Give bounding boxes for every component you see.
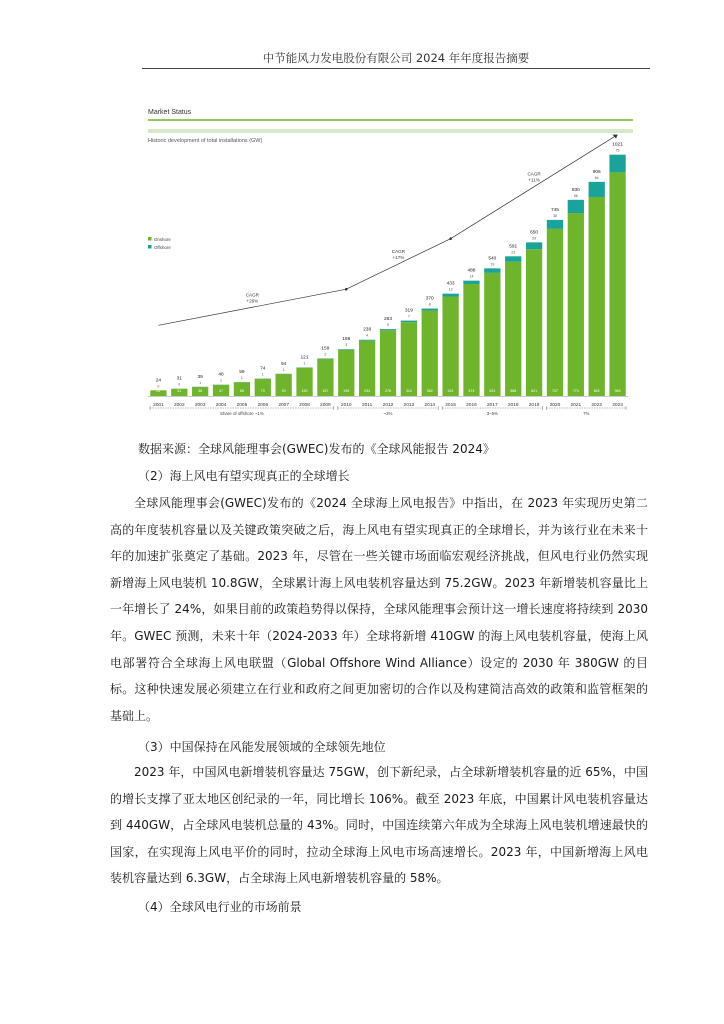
installations-chart-figure bbox=[138, 96, 646, 426]
x-tick-label: 2017 bbox=[487, 403, 498, 408]
share-label: Share of offshore ~1% bbox=[220, 411, 264, 416]
bar-offshore bbox=[401, 321, 417, 323]
x-tick-label: 2003 bbox=[194, 403, 206, 408]
bar-offshore bbox=[463, 281, 479, 284]
offshore-value-label: 1 bbox=[240, 376, 243, 381]
bar-onshore bbox=[484, 273, 500, 396]
share-label: 3–5% bbox=[486, 411, 498, 416]
x-tick-label: 2014 bbox=[424, 403, 436, 408]
bar-onshore bbox=[401, 322, 417, 396]
total-value-label: 159 bbox=[321, 346, 330, 352]
x-tick-label: 2011 bbox=[361, 403, 373, 408]
bar-offshore bbox=[442, 294, 458, 297]
x-tick-label: 2022 bbox=[591, 403, 603, 408]
total-value-label: 31 bbox=[176, 376, 182, 382]
total-value-label: 830 bbox=[571, 187, 580, 193]
total-value-label: 74 bbox=[260, 366, 266, 372]
total-value-label: 650 bbox=[530, 230, 539, 236]
onshore-value-label: 157 bbox=[322, 389, 329, 393]
total-value-label: 238 bbox=[363, 327, 372, 333]
offshore-value-label: 0 bbox=[178, 382, 181, 387]
onshore-value-label: 31 bbox=[177, 389, 182, 393]
onshore-value-label: 707 bbox=[551, 389, 558, 393]
cagr-label: CAGR bbox=[527, 171, 541, 177]
bar-onshore bbox=[442, 296, 458, 396]
total-value-label: 94 bbox=[280, 361, 287, 367]
offshore-value-label: 1 bbox=[261, 372, 264, 377]
bar-offshore bbox=[568, 200, 584, 213]
bar-onshore bbox=[359, 341, 375, 396]
offshore-value-label: 8 bbox=[428, 302, 431, 307]
offshore-value-label: 19 bbox=[490, 262, 495, 267]
offshore-value-label: 23 bbox=[511, 250, 516, 255]
onshore-value-label: 58 bbox=[239, 389, 244, 393]
onshore-value-label: 842 bbox=[593, 389, 600, 393]
offshore-value-label: 4 bbox=[366, 333, 369, 338]
total-value-label: 24 bbox=[155, 378, 162, 384]
bar-offshore bbox=[359, 340, 375, 341]
x-tick-label: 2004 bbox=[215, 403, 227, 408]
onshore-value-label: 774 bbox=[572, 389, 579, 393]
x-tick-label: 2010 bbox=[340, 403, 352, 408]
bar-onshore bbox=[568, 213, 584, 396]
offshore-value-label: 38 bbox=[552, 213, 557, 218]
share-label: 7% bbox=[583, 411, 590, 416]
onshore-value-label: 312 bbox=[405, 389, 412, 393]
x-tick-label: 2005 bbox=[236, 403, 248, 408]
onshore-value-label: 278 bbox=[385, 389, 391, 393]
legend-swatch-onshore bbox=[148, 237, 152, 241]
onshore-value-label: 47 bbox=[219, 389, 224, 393]
cagr-label: CAGR bbox=[245, 292, 259, 298]
cagr-node bbox=[449, 237, 452, 240]
share-label: ~2% bbox=[383, 411, 393, 416]
offshore-value-label: 3 bbox=[345, 343, 348, 348]
offshore-value-label: 1 bbox=[282, 367, 285, 372]
bar-onshore bbox=[505, 262, 521, 396]
section-paragraph-2: 全球风能理事会(GWEC)发布的《2024 全球海上风电报告》中指出，在 2023 年实现历史第二高的年度装机容量以及关键政策突破之后，海上风电有望实现真正的全球增长，并为该行业在未来十年的加速扩张奠定了基础。2023 年，尽管在一些关键市场面临宏观经济挑战，但风电行业仍然实现新增海上风电装机 10.8GW，全球累计海上风电装机容量达到 75.2GW。2023 年新增装机容量比上一年增长了 24%，如果目前的政策趋势得以保持，全球风能理事会预计这一增长速度将持续到 2030 年。GWEC 预测，未来十年（2024-2033 年）全球将新增 410GW 的海上风电装机容量，使海上风电部署符合全球海上风电联盟（Global Offshore Wind Alliance）设定的 2030 年 380GW 的目标。这种快速发展必须建立在行业和政府之间更加密切的合作以及构建简洁高效的政策和监管框架的基础上。 bbox=[110, 496, 648, 723]
bar-onshore bbox=[422, 310, 438, 396]
offshore-value-label: 1 bbox=[199, 380, 202, 385]
bar-onshore bbox=[609, 172, 625, 396]
x-tick-label: 2009 bbox=[320, 403, 331, 408]
cagr-arrowhead bbox=[613, 135, 618, 139]
bar-onshore bbox=[380, 330, 396, 396]
total-value-label: 1021 bbox=[612, 142, 623, 148]
bar-offshore bbox=[589, 182, 605, 197]
x-tick-label: 2002 bbox=[173, 403, 185, 408]
offshore-value-label: 12 bbox=[448, 287, 453, 292]
total-value-label: 540 bbox=[488, 256, 497, 262]
cagr-value: +26% bbox=[246, 298, 259, 304]
x-tick-label: 2001 bbox=[153, 403, 164, 408]
onshore-value-label: 38 bbox=[198, 389, 203, 393]
x-tick-label: 2006 bbox=[257, 403, 269, 408]
onshore-value-label: 568 bbox=[510, 389, 517, 393]
total-value-label: 370 bbox=[425, 296, 434, 302]
bar-offshore bbox=[526, 242, 542, 249]
installations-chart bbox=[138, 96, 646, 426]
offshore-value-label: 56 bbox=[573, 193, 578, 198]
legend-label-onshore: Onshore bbox=[154, 237, 171, 242]
bar-onshore bbox=[463, 284, 479, 396]
x-tick-label: 2008 bbox=[299, 403, 310, 408]
header-divider bbox=[142, 68, 650, 69]
legend-label-offshore: Offshore bbox=[154, 245, 171, 250]
bar-onshore bbox=[526, 249, 542, 396]
total-value-label: 39 bbox=[197, 374, 203, 380]
total-value-label: 591 bbox=[509, 244, 518, 250]
total-value-label: 283 bbox=[383, 317, 393, 323]
offshore-value-label: 75 bbox=[615, 148, 620, 153]
offshore-value-label: 2 bbox=[324, 352, 327, 357]
x-tick-label: 2021 bbox=[570, 403, 582, 408]
x-tick-label: 2007 bbox=[278, 403, 289, 408]
x-tick-label: 2023 bbox=[612, 403, 623, 408]
cagr-value: +11% bbox=[528, 177, 540, 183]
onshore-value-label: 521 bbox=[489, 389, 496, 393]
x-tick-label: 2016 bbox=[466, 403, 477, 408]
section-paragraph-3: 2023 年，中国风电新增装机容量达 75GW，创下新纪录，占全球新增装机容量的近 65%，中国的增长支撑了亚太地区创纪录的一年，同比增长 106%。截至 2023 年底，中国累计风电装机容量达到 440GW，占全球风电装机总量的 43%。同时，中国连续第六年成为全球海上风电装机增速最快的国家，在实现海上风电平价的同时，拉动全球海上风电市场高速增长。2023 年，中国新增海上风电装机容量达到 6.3GW，占全球海上风电新增装机容量的 58%。 bbox=[110, 765, 648, 886]
onshore-value-label: 73 bbox=[260, 389, 265, 393]
section-heading-4: （4）全球风电行业的市场前景 bbox=[138, 900, 302, 914]
chart-subtitle: Historic development of total installations (GW) bbox=[148, 138, 263, 144]
offshore-value-label: 14 bbox=[469, 274, 474, 279]
onshore-value-label: 93 bbox=[281, 389, 286, 393]
page-header: 中节能风力发电股份有限公司 2024 年年度报告摘要 bbox=[262, 51, 530, 65]
cagr-label: CAGR bbox=[391, 248, 406, 254]
bar-offshore bbox=[484, 268, 500, 272]
bar-offshore bbox=[547, 220, 563, 229]
x-tick-label: 2012 bbox=[382, 403, 394, 408]
total-value-label: 198 bbox=[342, 337, 351, 343]
onshore-value-label: 474 bbox=[468, 389, 475, 393]
bar-onshore bbox=[255, 379, 271, 396]
total-value-label: 745 bbox=[550, 207, 559, 213]
onshore-value-label: 195 bbox=[343, 389, 350, 393]
bar-offshore bbox=[505, 256, 521, 261]
onshore-value-label: 234 bbox=[364, 389, 371, 393]
total-value-label: 48 bbox=[218, 372, 224, 378]
cagr-value: +17% bbox=[392, 254, 405, 260]
cagr-node bbox=[345, 288, 348, 291]
total-value-label: 906 bbox=[592, 169, 601, 175]
legend-swatch-offshore bbox=[148, 245, 152, 249]
section-heading-2: （2）海上风电有望实现真正的全球增长 bbox=[138, 469, 350, 483]
total-value-label: 488 bbox=[467, 268, 476, 274]
bar-offshore bbox=[422, 309, 438, 311]
bar-offshore bbox=[338, 349, 354, 350]
onshore-value-label: 946 bbox=[614, 389, 621, 393]
total-value-label: 59 bbox=[239, 370, 245, 376]
total-value-label: 433 bbox=[446, 281, 455, 287]
x-tick-label: 2020 bbox=[549, 403, 561, 408]
offshore-value-label: 64 bbox=[594, 175, 599, 180]
x-tick-label: 2018 bbox=[507, 403, 519, 408]
total-value-label: 121 bbox=[300, 355, 309, 361]
offshore-value-label: 29 bbox=[532, 236, 537, 241]
onshore-value-label: 120 bbox=[301, 389, 308, 393]
subtitle-band bbox=[148, 129, 633, 133]
onshore-value-label: 24 bbox=[156, 389, 161, 393]
x-tick-label: 2013 bbox=[403, 403, 415, 408]
offshore-value-label: 1 bbox=[220, 378, 223, 383]
offshore-value-label: 1 bbox=[303, 361, 306, 366]
onshore-value-label: 362 bbox=[426, 389, 433, 393]
x-tick-label: 2019 bbox=[528, 403, 540, 408]
bar-onshore bbox=[547, 229, 563, 396]
total-value-label: 319 bbox=[404, 308, 413, 314]
bar-offshore bbox=[380, 329, 396, 330]
chart-panel-title: Market Status bbox=[148, 109, 192, 116]
bar-onshore bbox=[589, 197, 605, 396]
x-tick-label: 2015 bbox=[445, 403, 456, 408]
onshore-value-label: 421 bbox=[447, 389, 454, 393]
offshore-value-label: 7 bbox=[407, 314, 410, 319]
offshore-value-label: 0 bbox=[157, 384, 160, 389]
section-heading-3: （3）中国保持在风能发展领域的全球领先地位 bbox=[138, 740, 386, 754]
onshore-value-label: 621 bbox=[531, 389, 538, 393]
figure-caption: 数据来源：全球风能理事会(GWEC)发布的《全球风能报告 2024》 bbox=[138, 442, 495, 456]
bar-offshore bbox=[609, 155, 625, 173]
offshore-value-label: 5 bbox=[387, 323, 389, 328]
